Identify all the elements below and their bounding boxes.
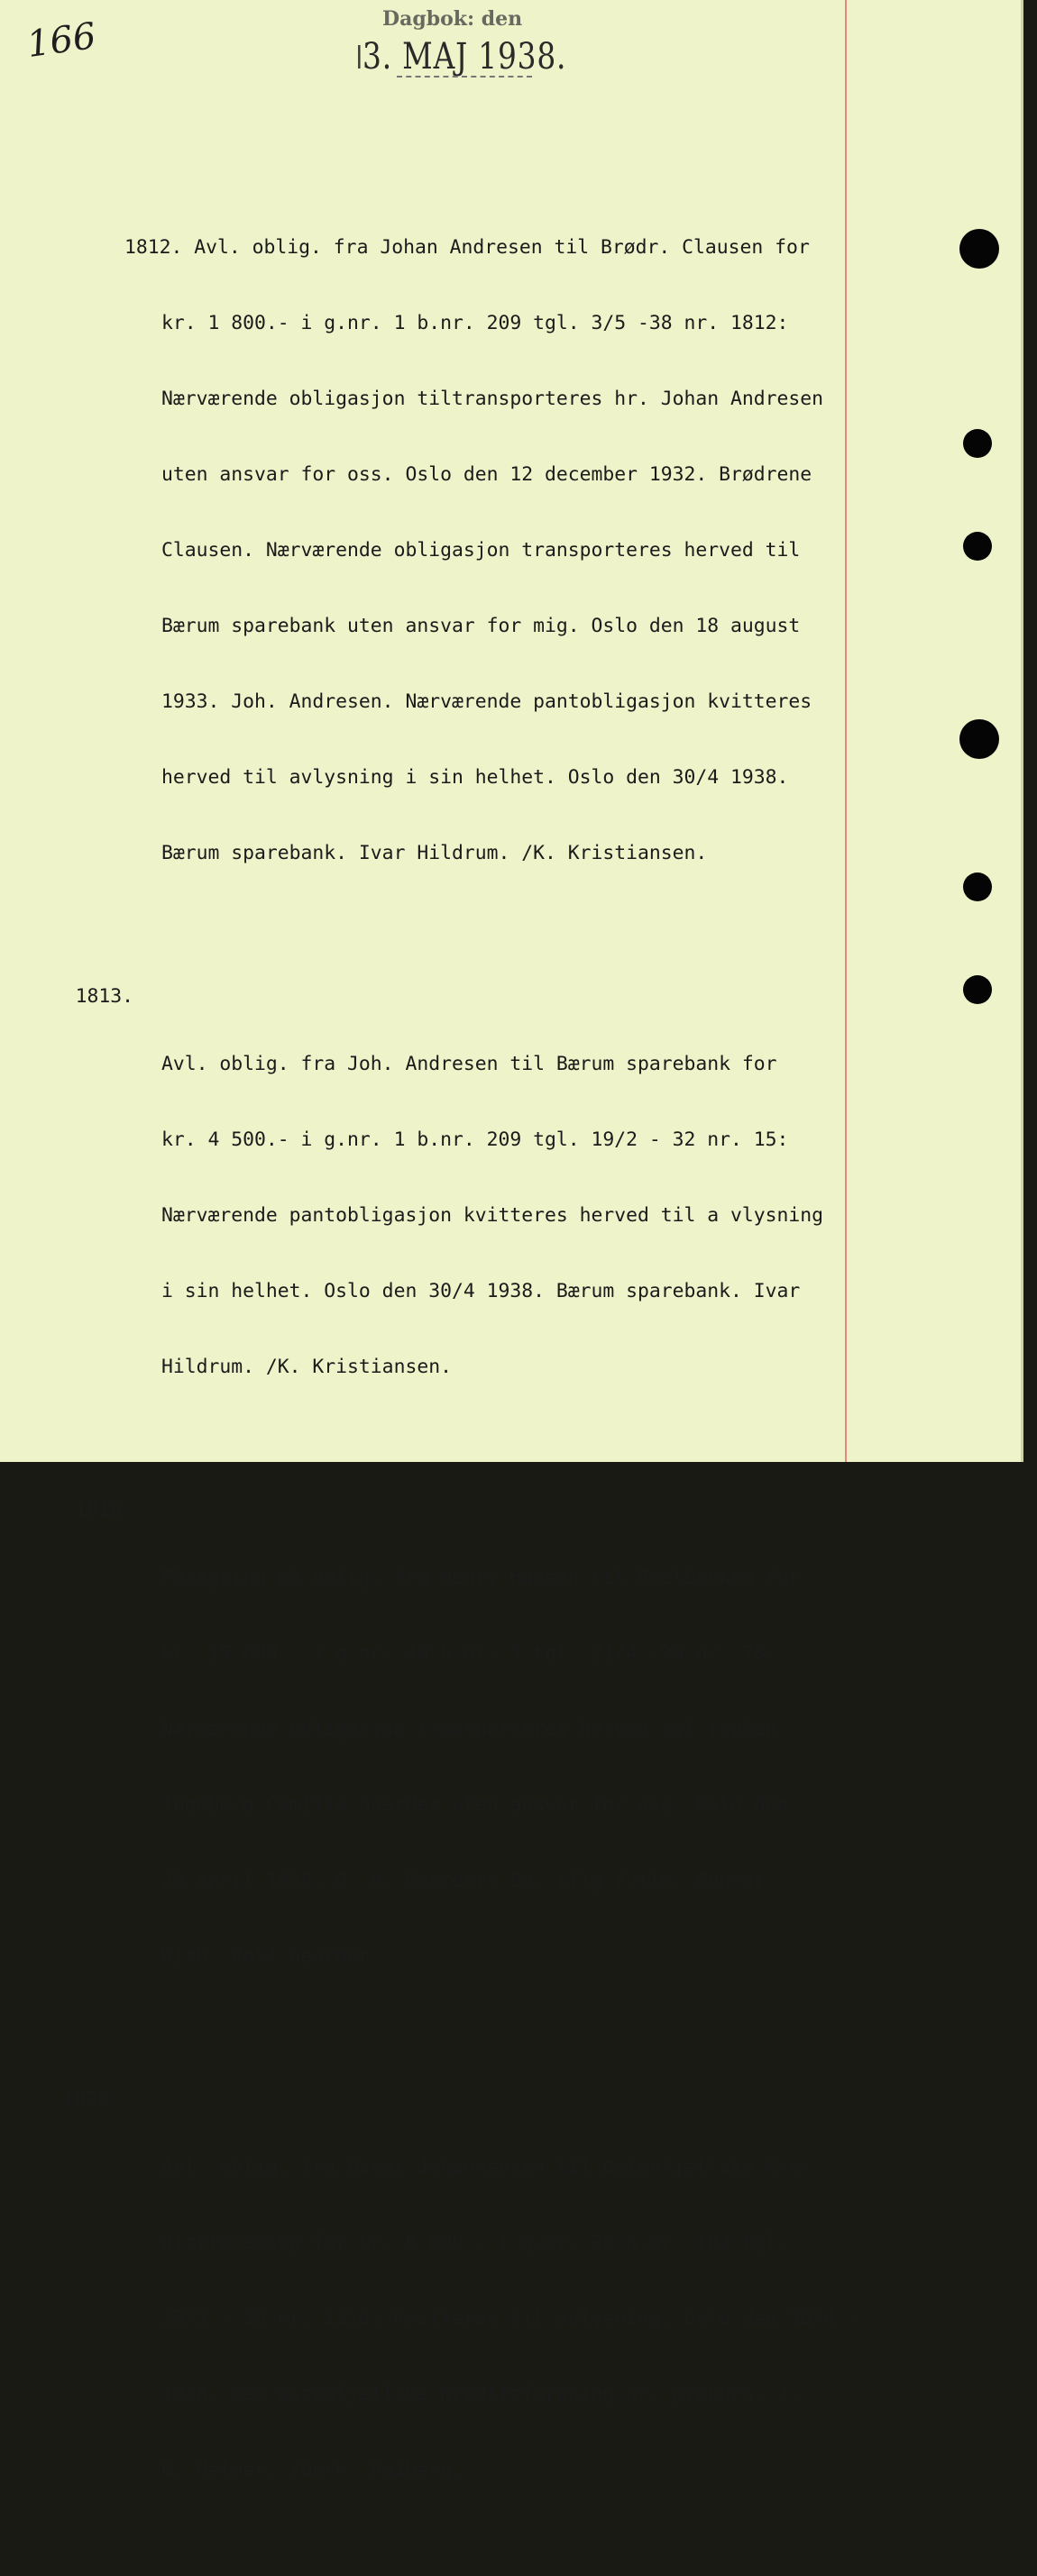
entry-line: Nærværende obligasjon transporteres herved til frøken <box>161 1718 777 1740</box>
entry-number: 1820. <box>62 2088 121 2111</box>
entry-line: i sin helhet. Oslo den 30/4 1938. Bærum sparebank. Ivar <box>161 1280 801 1302</box>
entry-line: herved til avlysning i sin helhet. Oslo den 30/4 1938. <box>161 766 789 789</box>
entry-line: Clausen. Nærværende obligasjon transporteres herved til <box>161 539 801 562</box>
entry-1812 <box>0 187 858 914</box>
entry-line: Avl. oblig. fra Joh. Andresen til Bærum sparebank for <box>161 1053 777 1075</box>
entry-line: 23/3 - 38 nr. 1318: Kvitteres til avlysning. Oslo den 30/4 - <box>161 2307 858 2330</box>
entry-number: 1813. <box>75 985 133 1008</box>
punch-hole-icon <box>963 429 992 458</box>
entry-line: Ingeborg Camilla Gaarder uten ansvar for oss. Oslo den <box>161 1794 789 1816</box>
entry-1813 <box>0 982 858 1428</box>
entry-line: Nærværende obligasjon tiltransporteres hr. Johan Andresen <box>161 388 824 410</box>
date-stamp-underline <box>397 76 532 79</box>
punch-hole-icon <box>959 229 999 269</box>
entry-line: Avl. oblig. fra Oscar Johannessen til Østenfjellske Kre- <box>161 2156 812 2179</box>
folio-number: 166 <box>24 14 99 67</box>
entry-line: 1933. Joh. Andresen. Nærværende pantobligasjon kvitteres <box>161 690 812 713</box>
entry-1820 <box>0 2085 858 2531</box>
entry-line: kr. 4 500.- i g.nr. 1 b.nr. 209 tgl. 19/2 - 32 nr. 15: <box>161 1128 789 1151</box>
entry-line: Påtegning på oblig. fra Henry Hansen til Realbanken for <box>161 1567 801 1589</box>
entry-line: dittforening for kr. 5 000.- i g.nr. 20 b.nr. 182 tgl. <box>161 2232 789 2254</box>
entry-line: With. Rolf Gaarder. <box>161 1945 382 1968</box>
punch-hole-icon <box>959 719 999 759</box>
punch-hole-icon <box>963 532 992 561</box>
entry-line: Hildrum. /K. Kristiansen. <box>161 1356 452 1378</box>
punch-hole-icon <box>963 975 992 1004</box>
date-stamp-label: Dagbok: den <box>382 7 523 31</box>
punch-hole-icon <box>963 872 992 901</box>
entry-line: Nærværende pantobligasjon kvitteres herved til a vlysning <box>161 1204 824 1227</box>
entry-line: kr. 15 000.- i g.nr. 40 b.nr. 3 tgl. 21/4 -99 nr. 78: <box>161 1642 777 1665</box>
entry-line: 1938. Den østenfjellske Kredittforening pr. prokura. J. <box>161 2383 801 2406</box>
date-stamp: 3. MAJ 1938. <box>362 36 567 78</box>
entry-number: 1818. <box>75 1499 133 1521</box>
entry-line: uten ansvar for oss. Oslo den 12 december 1932. Brødrene <box>161 463 812 486</box>
entry-line: Bærum sparebank. Ivar Hildrum. /K. Kristiansen. <box>161 842 708 864</box>
entry-line: 28 april 1938. O. H. Gaarders Bo, iflg fullm. Gunnar <box>161 1869 766 1892</box>
entry-line: Bærum sparebank uten ansvar for mig. Oslo den 18 august <box>161 615 801 637</box>
entry-list <box>0 120 858 2576</box>
entry-1818 <box>0 1495 858 2017</box>
entry-line: G. Helmer. /Gerh. Heiberg. <box>161 2459 463 2481</box>
entry-line: kr. 1 800.- i g.nr. 1 b.nr. 209 tgl. 3/5 -38 nr. 1812: <box>161 312 789 334</box>
entry-line: 1812. Avl. oblig. fra Johan Andresen til Brødr. Clausen for <box>124 236 810 259</box>
